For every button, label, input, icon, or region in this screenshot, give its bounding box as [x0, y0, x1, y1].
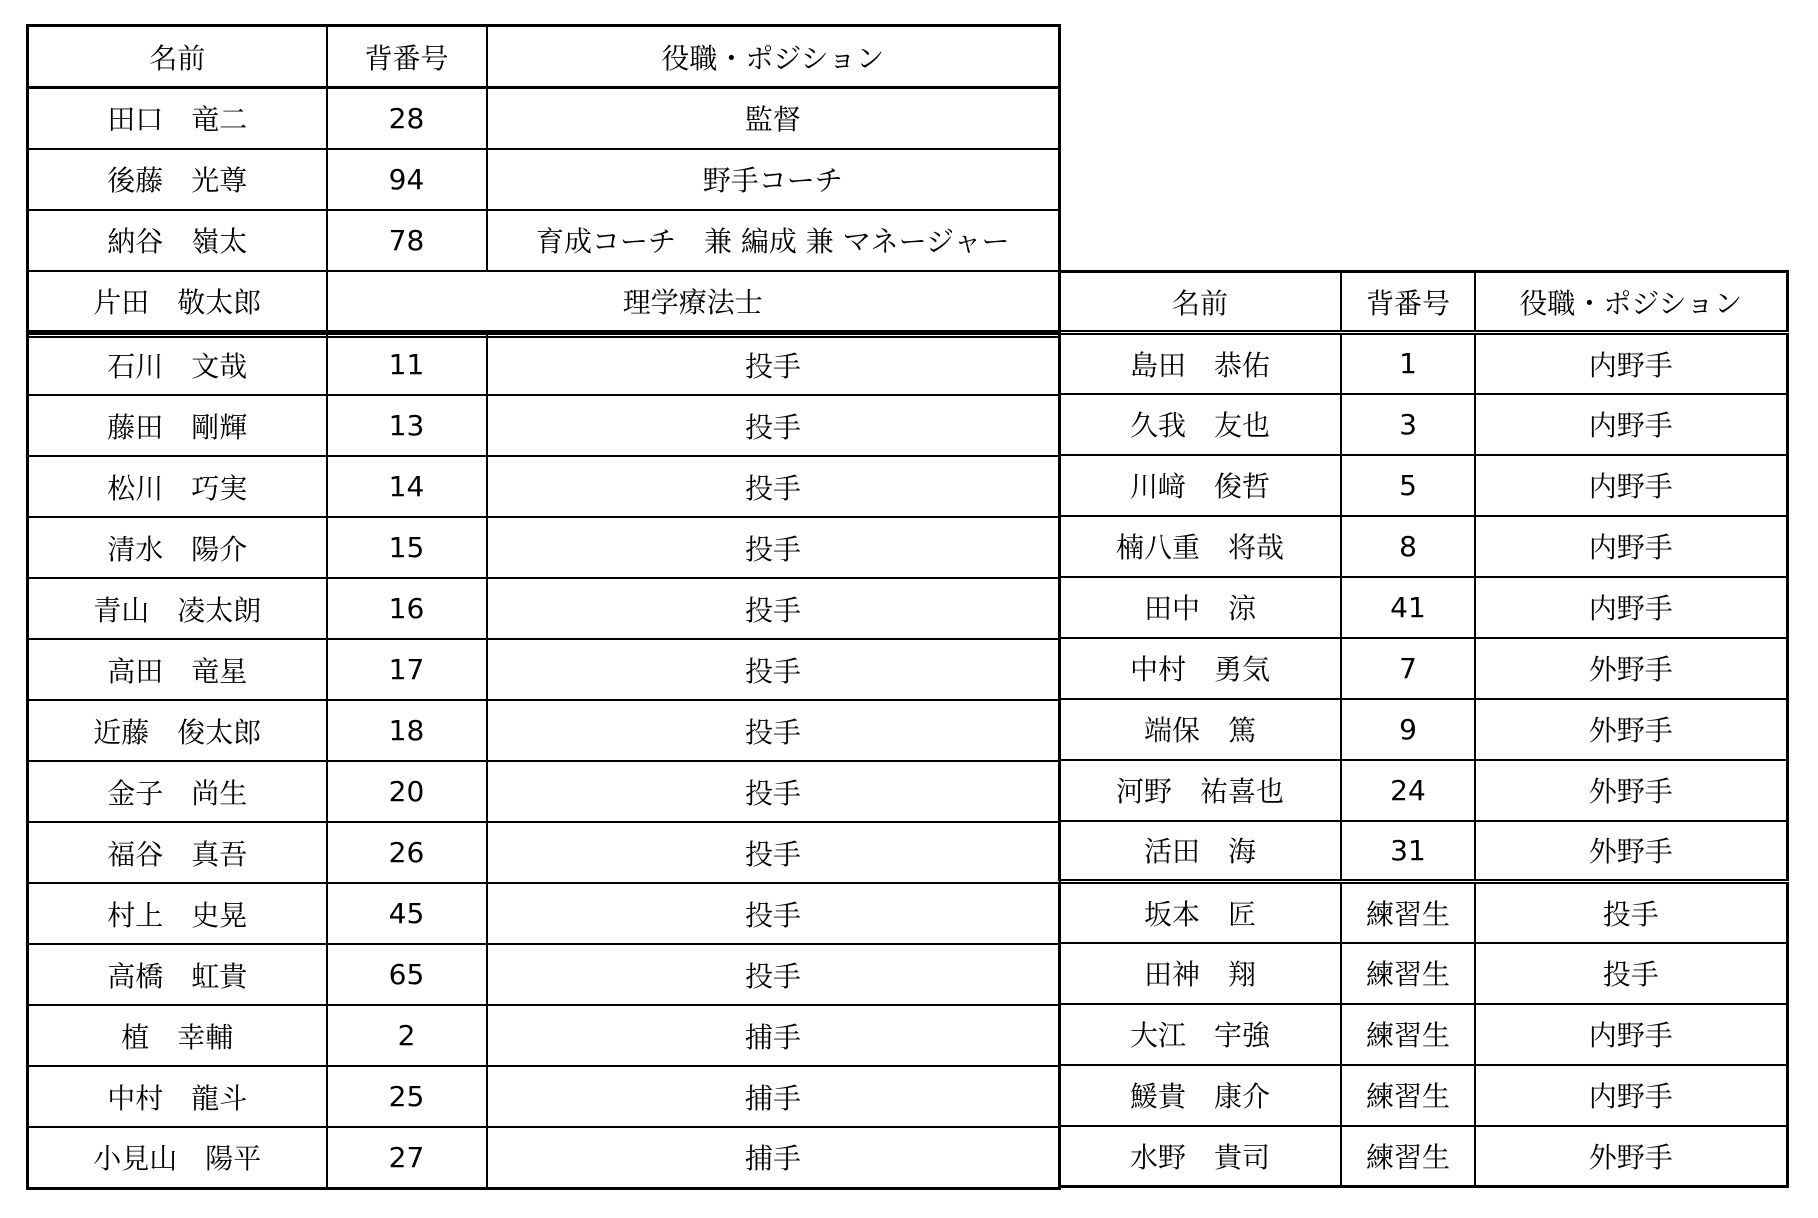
- player-name: 清水 陽介: [28, 517, 327, 578]
- staff-number: 28: [327, 88, 487, 149]
- player-number: 18: [327, 700, 487, 761]
- player-position: 投手: [1475, 943, 1787, 1004]
- player-row: [1059, 821, 1787, 882]
- player-name: 水野 貴司: [1059, 1126, 1341, 1187]
- header-number: 背番号: [1341, 272, 1475, 333]
- player-row: [1059, 455, 1787, 516]
- player-position: 外野手: [1475, 821, 1787, 882]
- player-number: 11: [327, 334, 487, 395]
- player-position: 外野手: [1475, 699, 1787, 760]
- staff-number: 94: [327, 149, 487, 210]
- header-name: 名前: [1059, 272, 1341, 333]
- player-name: 中村 龍斗: [28, 1066, 327, 1127]
- player-name: 川﨑 俊哲: [1059, 455, 1341, 516]
- player-number: 練習生: [1341, 1065, 1475, 1126]
- player-position: 捕手: [487, 1066, 1060, 1127]
- player-position: 内野手: [1475, 455, 1787, 516]
- staff-role: 野手コーチ: [487, 149, 1060, 210]
- player-number: 24: [1341, 760, 1475, 821]
- player-row: [28, 883, 1060, 944]
- staff-role: 育成コーチ 兼 編成 兼 マネージャー: [487, 210, 1060, 271]
- player-name: 活田 海: [1059, 821, 1341, 882]
- player-name: 青山 凌太朗: [28, 578, 327, 639]
- player-row: [28, 517, 1060, 578]
- player-name: 田神 翔: [1059, 943, 1341, 1004]
- player-name: 石川 文哉: [28, 334, 327, 395]
- trainer-role: 理学療法士: [327, 271, 1060, 332]
- player-name: 植 幸輔: [28, 1005, 327, 1066]
- player-number: 3: [1341, 394, 1475, 455]
- player-position: 内野手: [1475, 394, 1787, 455]
- staff-name: 後藤 光尊: [28, 149, 327, 210]
- player-row: [28, 761, 1060, 822]
- player-number: 41: [1341, 577, 1475, 638]
- player-name: 高田 竜星: [28, 639, 327, 700]
- player-number: 26: [327, 822, 487, 883]
- player-position: 投手: [1475, 882, 1787, 943]
- player-number: 5: [1341, 455, 1475, 516]
- player-number: 17: [327, 639, 487, 700]
- staff-name: 田口 竜二: [28, 88, 327, 149]
- staff-row: [28, 88, 1060, 149]
- player-position: 外野手: [1475, 1126, 1787, 1187]
- header-role: 役職・ポジション: [487, 26, 1060, 88]
- player-name: 小見山 陽平: [28, 1127, 327, 1188]
- player-name: 楠八重 将哉: [1059, 516, 1341, 577]
- player-number: 20: [327, 761, 487, 822]
- player-name: 松川 巧実: [28, 456, 327, 517]
- player-number: 9: [1341, 699, 1475, 760]
- player-row: [1059, 760, 1787, 821]
- player-row: [1059, 1004, 1787, 1065]
- player-name: 島田 恭佑: [1059, 333, 1341, 394]
- staff-row: [28, 149, 1060, 210]
- player-row: [1059, 577, 1787, 638]
- player-row: [1059, 638, 1787, 699]
- player-row: [28, 578, 1060, 639]
- trainer-name: 片田 敬太郎: [28, 271, 327, 332]
- player-row: [1059, 699, 1787, 760]
- player-name: 高橋 虹貴: [28, 944, 327, 1005]
- left-player-rows: [28, 334, 1060, 1188]
- player-row: [28, 1066, 1060, 1127]
- player-number: 練習生: [1341, 1004, 1475, 1065]
- player-row: [1059, 516, 1787, 577]
- player-row: [28, 334, 1060, 395]
- player-row: [1059, 333, 1787, 394]
- staff-number: 78: [327, 210, 487, 271]
- player-row: [1059, 882, 1787, 943]
- player-position: 投手: [487, 822, 1060, 883]
- player-number: 15: [327, 517, 487, 578]
- player-number: 練習生: [1341, 943, 1475, 1004]
- right-player-table: [1058, 270, 1789, 1188]
- player-row: [28, 700, 1060, 761]
- player-position: 投手: [487, 944, 1060, 1005]
- player-number: 1: [1341, 333, 1475, 394]
- player-position: 投手: [487, 883, 1060, 944]
- right-header-row: [1059, 272, 1787, 333]
- player-name: 端保 篤: [1059, 699, 1341, 760]
- header-name: 名前: [28, 26, 327, 88]
- player-position: 内野手: [1475, 516, 1787, 577]
- player-number: 7: [1341, 638, 1475, 699]
- player-number: 2: [327, 1005, 487, 1066]
- player-number: 31: [1341, 821, 1475, 882]
- player-position: 投手: [487, 395, 1060, 456]
- player-row: [1059, 1126, 1787, 1187]
- staff-table: [26, 24, 1061, 333]
- staff-header-row: [28, 26, 1060, 88]
- player-name: 坂本 匠: [1059, 882, 1341, 943]
- right-player-rows: [1059, 333, 1787, 1187]
- player-row: [1059, 394, 1787, 455]
- player-row: [28, 822, 1060, 883]
- player-number: 8: [1341, 516, 1475, 577]
- staff-role: 監督: [487, 88, 1060, 149]
- player-name: 大江 宇強: [1059, 1004, 1341, 1065]
- player-position: 外野手: [1475, 638, 1787, 699]
- player-number: 14: [327, 456, 487, 517]
- player-number: 45: [327, 883, 487, 944]
- player-number: 16: [327, 578, 487, 639]
- player-name: 福谷 真吾: [28, 822, 327, 883]
- player-row: [28, 456, 1060, 517]
- player-position: 捕手: [487, 1127, 1060, 1188]
- player-number: 練習生: [1341, 882, 1475, 943]
- player-position: 捕手: [487, 1005, 1060, 1066]
- player-row: [1059, 943, 1787, 1004]
- player-row: [28, 639, 1060, 700]
- player-position: 内野手: [1475, 1004, 1787, 1065]
- player-position: 投手: [487, 578, 1060, 639]
- player-row: [28, 395, 1060, 456]
- player-position: 投手: [487, 639, 1060, 700]
- player-position: 投手: [487, 456, 1060, 517]
- player-number: 25: [327, 1066, 487, 1127]
- player-position: 外野手: [1475, 760, 1787, 821]
- player-name: 久我 友也: [1059, 394, 1341, 455]
- player-name: 藤田 剛輝: [28, 395, 327, 456]
- player-name: 金子 尚生: [28, 761, 327, 822]
- header-role: 役職・ポジション: [1475, 272, 1787, 333]
- player-position: 投手: [487, 700, 1060, 761]
- player-position: 内野手: [1475, 333, 1787, 394]
- staff-name: 納谷 嶺太: [28, 210, 327, 271]
- player-position: 投手: [487, 761, 1060, 822]
- player-number: 13: [327, 395, 487, 456]
- left-player-table: [26, 333, 1061, 1190]
- player-name: 村上 史晃: [28, 883, 327, 944]
- trainer-row: [28, 271, 1060, 332]
- player-position: 投手: [487, 517, 1060, 578]
- player-position: 投手: [487, 334, 1060, 395]
- header-number: 背番号: [327, 26, 487, 88]
- player-number: 27: [327, 1127, 487, 1188]
- player-name: 中村 勇気: [1059, 638, 1341, 699]
- player-row: [1059, 1065, 1787, 1126]
- player-number: 65: [327, 944, 487, 1005]
- player-row: [28, 1127, 1060, 1188]
- player-position: 内野手: [1475, 577, 1787, 638]
- staff-row: [28, 210, 1060, 271]
- player-position: 内野手: [1475, 1065, 1787, 1126]
- player-row: [28, 944, 1060, 1005]
- player-name: 鰀貴 康介: [1059, 1065, 1341, 1126]
- player-row: [28, 1005, 1060, 1066]
- player-name: 河野 祐喜也: [1059, 760, 1341, 821]
- player-name: 近藤 俊太郎: [28, 700, 327, 761]
- player-name: 田中 涼: [1059, 577, 1341, 638]
- player-number: 練習生: [1341, 1126, 1475, 1187]
